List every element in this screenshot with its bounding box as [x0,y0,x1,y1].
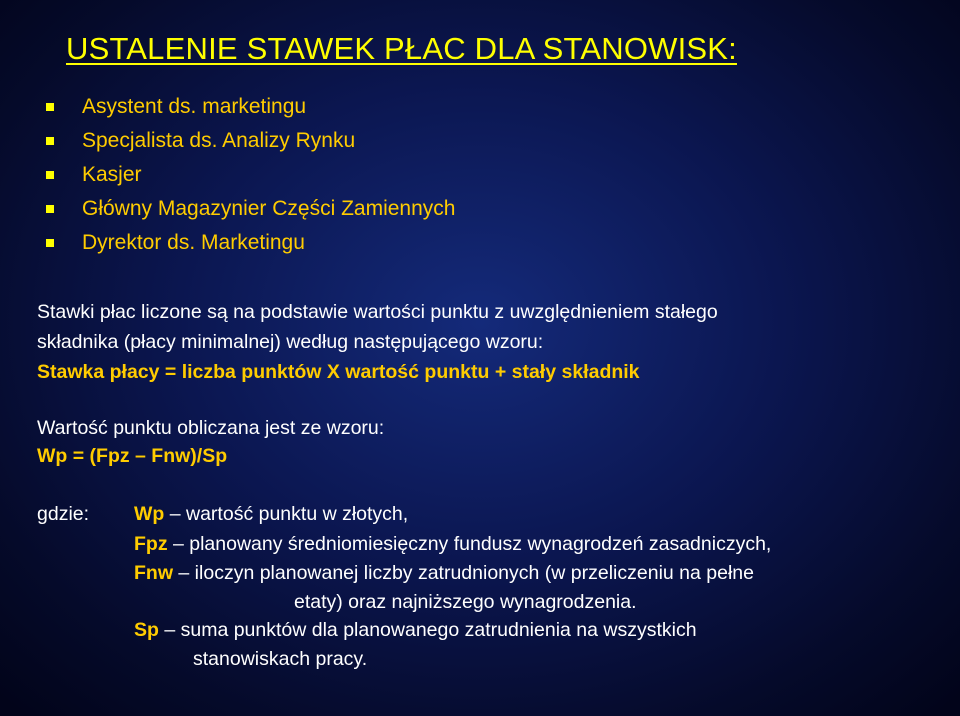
list-item [46,192,455,226]
where-label: gdzie: [37,503,90,525]
square-bullet-icon [46,239,54,247]
definition-text: – iloczyn planowanej liczby zatrudnionych (w przeliczeniu na pełne [173,562,754,584]
definition-symbol: Wp [134,503,165,525]
square-bullet-icon [46,205,54,213]
definition-text: – wartość punktu w złotych, [164,503,409,525]
position-list [46,90,455,260]
list-item-label: Główny Magazynier Części Zamiennych [82,197,456,220]
list-item-label: Dyrektor ds. Marketingu [82,231,305,254]
list-item-label: Asystent ds. marketingu [82,95,307,118]
list-item-label: Kasjer [82,163,142,186]
square-bullet-icon [46,171,54,179]
definition-fnw [134,558,754,588]
definition-sp [134,615,697,645]
point-value-intro: Wartość punktu obliczana jest ze wzoru: [37,417,385,439]
definition-fnw-continued: etaty) oraz najniższego wynagrodzenia. [294,591,637,613]
square-bullet-icon [46,103,54,111]
definition-sp-continued: stanowiskach pracy. [193,648,368,670]
definition-symbol: Sp [134,619,159,641]
list-item [46,124,455,158]
list-item [46,90,455,124]
wage-formula: Stawka płacy = liczba punktów X wartość punktu + stały składnik [37,361,640,383]
list-item [46,158,455,192]
slide-title: USTALENIE STAWEK PŁAC DLA STANOWISK: [66,31,737,66]
definition-text: – planowany średniomiesięczny fundusz wynagrodzeń zasadniczych, [167,533,772,555]
definition-text: – suma punktów dla planowanego zatrudnienia na wszystkich [158,619,697,641]
definition-fpz [134,529,771,559]
definition-wp [134,499,408,529]
list-item [46,226,455,260]
definition-symbol: Fpz [134,533,168,555]
definition-symbol: Fnw [134,562,173,584]
intro-line-2: składnika (płacy minimalnej) według następującego wzoru: [37,331,544,353]
point-value-formula: Wp = (Fpz – Fnw)/Sp [37,445,228,467]
square-bullet-icon [46,137,54,145]
list-item-label: Specjalista ds. Analizy Rynku [82,129,356,152]
intro-line-1: Stawki płac liczone są na podstawie wartości punktu z uwzględnieniem stałego [37,301,718,323]
